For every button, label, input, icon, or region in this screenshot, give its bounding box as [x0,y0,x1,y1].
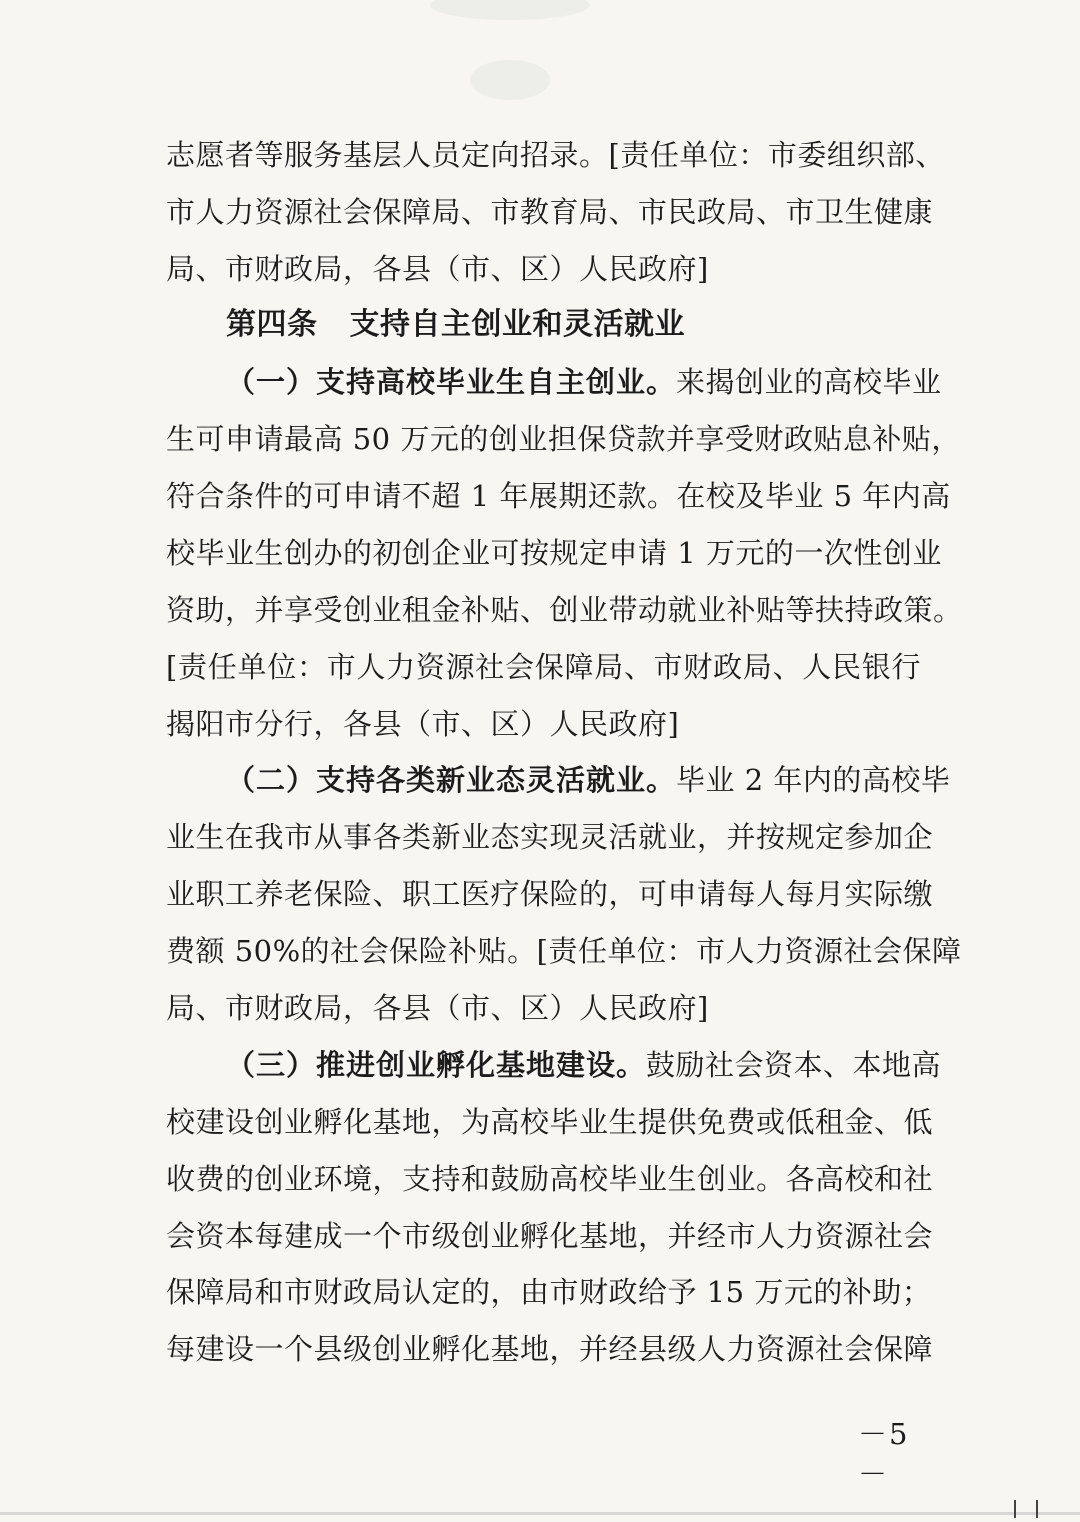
text-line: 保障局和市财政局认定的，由市财政给予 15 万元的补助； [166,1275,932,1309]
text-line: 揭阳市分行，各县（市、区）人民政府] [166,707,680,741]
item2-first-line [226,760,951,800]
item3-heading: （三）推进创业孵化基地建设。 [226,1048,647,1082]
text-line: 费额 50%的社会保险补贴。[责任单位：市人力资源社会保障 [166,934,962,968]
text-line: 符合条件的可申请不超 1 年展期还款。在校及毕业 5 年内高 [166,479,951,513]
item3-first-line [226,1045,942,1085]
article-heading [226,305,686,345]
text-line: 局、市财政局，各县（市、区）人民政府] [166,991,709,1025]
text-line: [责任单位：市人力资源社会保障局、市财政局、人民银行 [166,650,921,684]
item3-first-line-text: 鼓励社会资本、本地高 [646,1048,942,1082]
text-line: 校毕业生创办的初创企业可按规定申请 1 万元的一次性创业 [166,536,942,570]
binding-mark [1014,1500,1016,1518]
item2-first-line-text: 毕业 2 年内的高校毕 [676,763,951,797]
text-line: 资助，并享受创业租金补贴、创业带动就业补贴等扶持政策。 [166,593,963,627]
scan-smudge [470,60,550,100]
page-bottom-edge [0,1512,1080,1515]
text-line: 市人力资源社会保障局、市教育局、市民政局、市卫生健康 [166,195,934,229]
article-title: 支持自主创业和灵活就业 [349,307,685,342]
text-line: 业生在我市从事各类新业态实现灵活就业，并按规定参加企 [166,820,934,854]
text-line: 收费的创业环境，支持和鼓励高校毕业生创业。各高校和社 [166,1162,934,1196]
item1-first-line [226,362,942,402]
text-line: 生可申请最高 50 万元的创业担保贷款并享受财政贴息补贴， [166,422,961,456]
item1-heading: （一）支持高校毕业生自主创业。 [226,365,677,399]
text-line: 业职工养老保险、职工医疗保险的，可申请每人每月实际缴 [166,877,934,911]
article-number: 第四条 [226,307,318,342]
page-number: －5－ [858,1417,910,1491]
binding-mark [1036,1500,1038,1518]
text-line: 局、市财政局，各县（市、区）人民政府] [166,252,709,286]
text-line: 校建设创业孵化基地，为高校毕业生提供免费或低租金、低 [166,1105,934,1139]
item2-heading: （二）支持各类新业态灵活就业。 [226,763,677,797]
text-line: 志愿者等服务基层人员定向招录。[责任单位：市委组织部、 [166,138,945,172]
text-line: 会资本每建成一个市级创业孵化基地，并经市人力资源社会 [166,1219,934,1253]
text-line: 每建设一个县级创业孵化基地，并经县级人力资源社会保障 [166,1332,934,1366]
scan-smudge [430,0,590,20]
item1-first-line-text: 来揭创业的高校毕业 [676,365,942,399]
